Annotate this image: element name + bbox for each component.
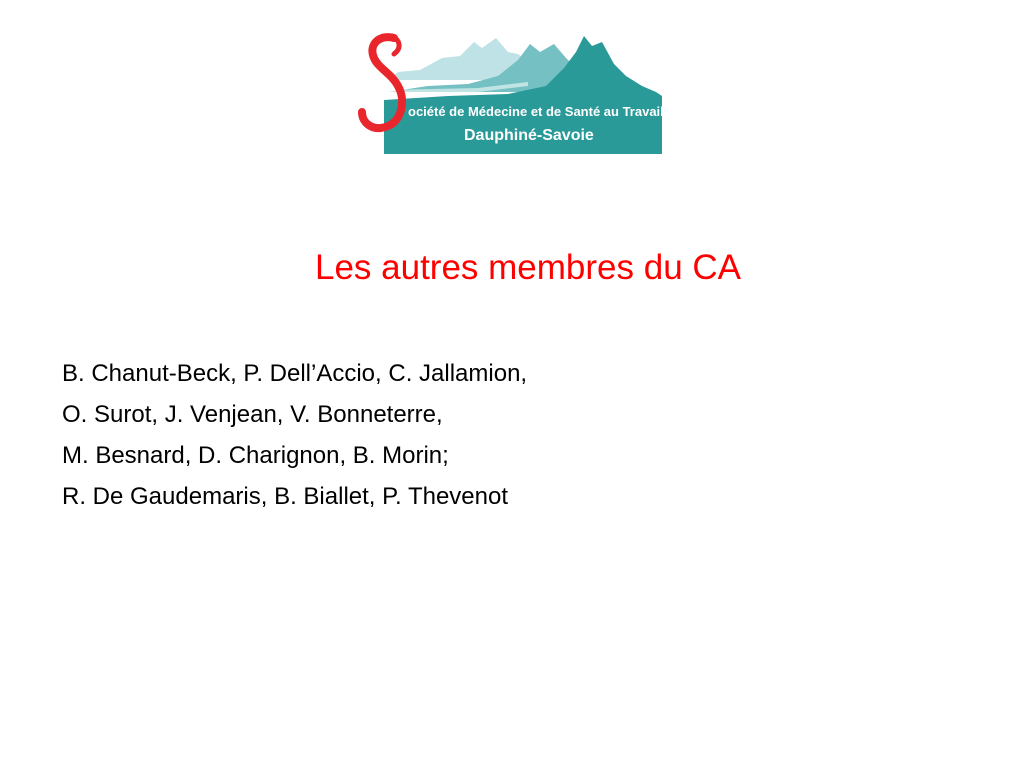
society-logo — [358, 30, 666, 158]
member-line: R. De Gaudemaris, B. Biallet, P. Thevenot — [62, 483, 509, 510]
logo-s-hook — [392, 36, 399, 54]
member-line: B. Chanut-Beck, P. Dell’Accio, C. Jallamion, — [62, 360, 528, 387]
society-logo-graphic — [358, 30, 666, 158]
member-line: O. Surot, J. Venjean, V. Bonneterre, — [62, 401, 443, 428]
logo-region-line: Dauphiné-Savoie — [464, 127, 594, 144]
slide-title: Les autres membres du CA — [314, 248, 741, 287]
logo-name-line: ociété de Médecine et de Santé au Travail — [408, 104, 664, 119]
member-list — [62, 353, 527, 517]
member-line: M. Besnard, D. Charignon, B. Morin; — [62, 442, 449, 469]
